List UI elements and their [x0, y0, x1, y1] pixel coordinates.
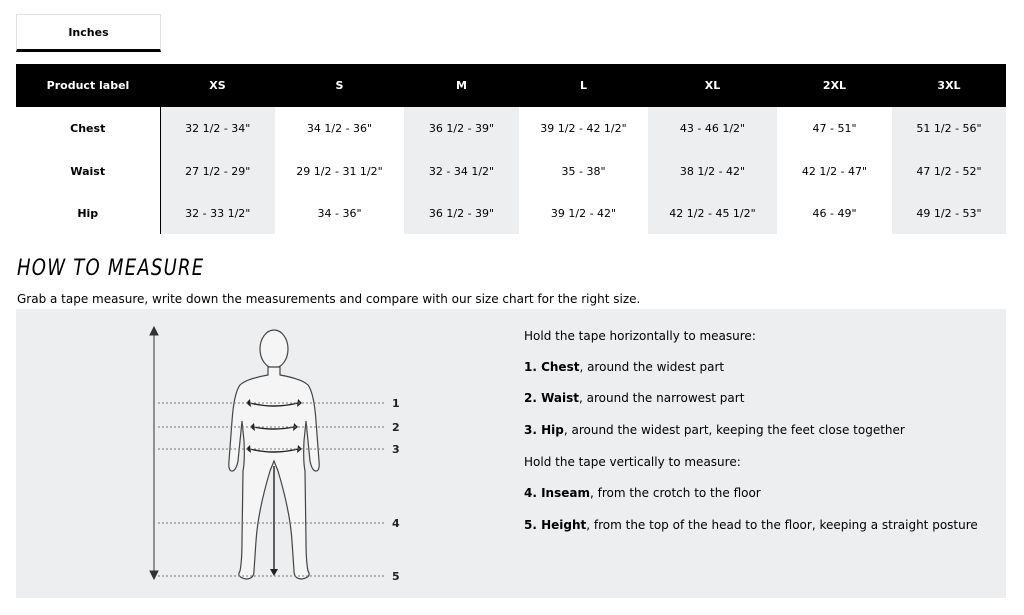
step-text: , from the top of the head to the floor, keeping a straight posture [586, 518, 978, 532]
row-label-hip: Hip [16, 192, 160, 234]
table-cell: 36 1/2 - 39" [404, 107, 519, 150]
header-size-m: M [404, 64, 519, 107]
table-cell: 36 1/2 - 39" [404, 192, 519, 234]
header-size-xl: XL [648, 64, 777, 107]
table-cell: 42 1/2 - 45 1/2" [648, 192, 777, 234]
header-size-2xl: 2XL [777, 64, 892, 107]
table-cell: 39 1/2 - 42" [550, 206, 617, 220]
step-height [524, 518, 978, 533]
header-size-l: L [519, 64, 648, 107]
row-label-waist: Waist [16, 150, 160, 192]
header-product-label: Product label [16, 64, 160, 107]
unit-tabs [16, 14, 161, 52]
table-cell: 47 1/2 - 52" [892, 150, 1006, 192]
table-cell: 38 1/2 - 42" [648, 150, 777, 192]
figure-label-2: 2 [392, 421, 400, 434]
step-title: 4. Inseam [524, 486, 590, 500]
table-cell: 29 1/2 - 31 1/2" [296, 164, 383, 178]
size-chart-table [16, 64, 1006, 234]
table-cell: 51 1/2 - 56" [892, 107, 1006, 150]
table-row-chest [16, 107, 1006, 150]
step-text: , around the widest part, keeping the feet close together [563, 423, 905, 437]
table-row-waist [16, 150, 1006, 192]
step-chest [524, 360, 724, 375]
figure-label-1: 1 [392, 397, 400, 410]
horizontal-heading: Hold the tape horizontally to measure: [524, 329, 756, 343]
height-arrow-icon [150, 327, 158, 579]
header-size-3xl: 3XL [892, 64, 1006, 107]
table-cell: 49 1/2 - 53" [892, 192, 1006, 234]
table-cell: 39 1/2 - 42 1/2" [540, 122, 627, 135]
table-cell: 32 - 33 1/2" [160, 192, 275, 234]
table-cell: 32 - 34 1/2" [404, 150, 519, 192]
table-cell: 42 1/2 - 47" [801, 164, 868, 178]
step-waist [524, 391, 744, 406]
step-inseam [524, 486, 761, 501]
step-text: , around the narrowest part [578, 391, 745, 405]
vertical-heading: Hold the tape vertically to measure: [524, 455, 741, 469]
table-cell: 34 - 36" [317, 206, 362, 220]
figure-label-3: 3 [392, 443, 400, 456]
body-measurement-figure [146, 321, 436, 591]
table-cell: 43 - 46 1/2" [648, 107, 777, 150]
header-size-xs: XS [160, 64, 275, 107]
table-cell: 46 - 49" [812, 206, 857, 220]
step-text: , around the widest part [579, 360, 725, 374]
how-to-measure-intro: Grab a tape measure, write down the measurements and compare with our size chart for the right size. [17, 292, 641, 306]
table-cell: 47 - 51" [812, 122, 857, 135]
table-cell: 34 1/2 - 36" [306, 122, 373, 135]
tab-inches[interactable]: Inches [16, 14, 161, 52]
table-cell: 35 - 38" [561, 164, 606, 178]
table-cell: 32 1/2 - 34" [160, 107, 275, 150]
step-title: 3. Hip [524, 423, 564, 437]
how-to-measure-title: HOW TO MEASURE [17, 256, 205, 281]
step-title: 2. Waist [524, 391, 579, 405]
step-title: 5. Height [524, 518, 587, 532]
row-label-chest: Chest [16, 107, 160, 150]
header-size-s: S [275, 64, 404, 107]
table-header-row [16, 64, 1006, 107]
table-row-hip [16, 192, 1006, 234]
step-title: 1. Chest [524, 360, 580, 374]
step-hip [524, 423, 905, 438]
table-cell: 27 1/2 - 29" [160, 150, 275, 192]
measure-panel [16, 309, 1006, 598]
figure-label-5: 5 [392, 570, 400, 583]
step-text: , from the crotch to the floor [589, 486, 761, 500]
figure-label-4: 4 [392, 517, 400, 530]
